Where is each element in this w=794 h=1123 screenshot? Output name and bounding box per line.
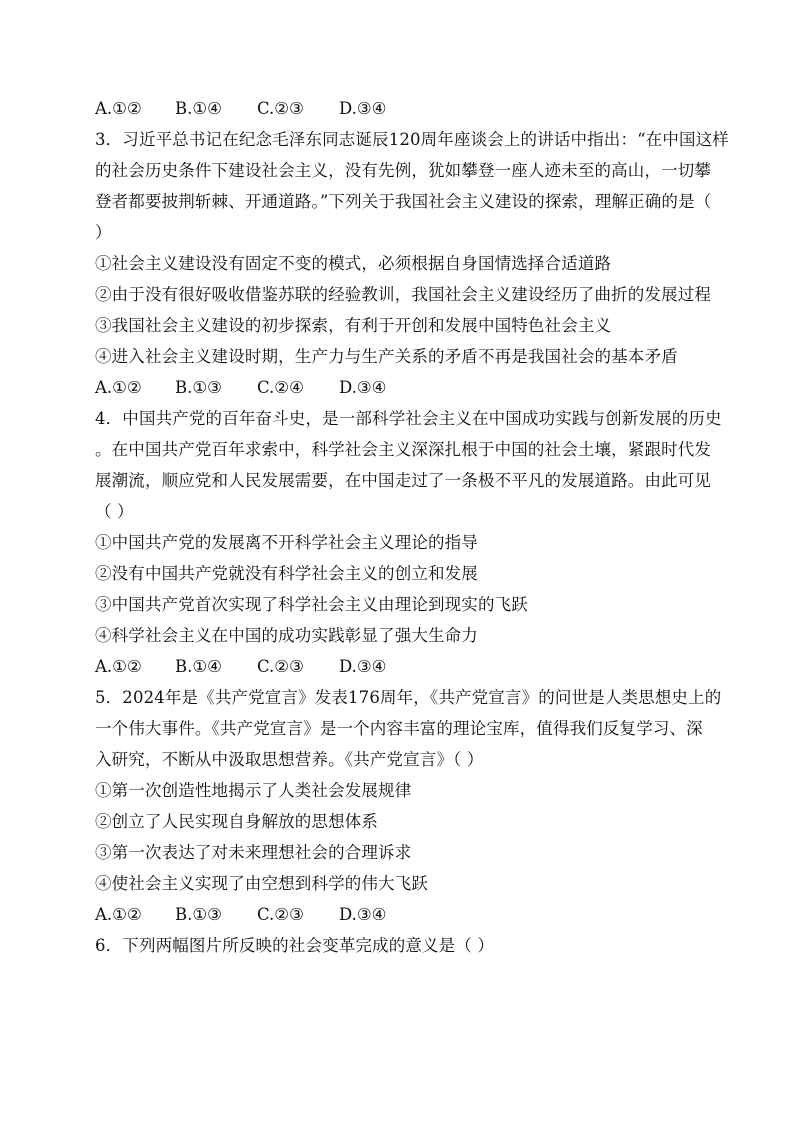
q4-option-c[interactable]: C.②③	[257, 657, 304, 676]
q2-option-d[interactable]: D.③④	[339, 99, 387, 118]
q2-option-a[interactable]: A.①②	[95, 99, 142, 118]
q5-options	[95, 899, 700, 930]
q3-item-1: ①社会主义建设没有固定不变的模式，必须根据自身国情选择合适道路	[95, 254, 612, 273]
q3-option-d[interactable]: D.③④	[339, 378, 387, 397]
q3-option-a[interactable]: A.①②	[95, 378, 142, 397]
q4-options	[95, 651, 700, 682]
q3-item-4: ④进入社会主义建设时期，生产力与生产关系的矛盾不再是我国社会的基本矛盾	[95, 347, 678, 366]
q5-option-a[interactable]: A.①②	[95, 905, 142, 924]
q5-stem-line-1: 5．2024年是《共产党宣言》发表176周年，《共产党宣言》的问世是人类思想史上的	[95, 688, 722, 707]
q6-stem-line-1: 6．下列两幅图片所反映的社会变革完成的意义是（ ）	[95, 936, 494, 955]
question-4	[95, 403, 722, 682]
q5-option-d[interactable]: D.③④	[339, 905, 387, 924]
q4-item-1: ①中国共产党的发展离不开科学社会主义理论的指导	[95, 533, 478, 552]
q2-option-b[interactable]: B.①④	[175, 99, 222, 118]
q5-stem-line-2: 一个伟大事件。《共产党宣言》是一个内容丰富的理论宝库，值得我们反复学习、深	[95, 719, 703, 738]
q3-options	[95, 372, 700, 403]
q4-stem-line-2: 。在中国共产党百年求索中，科学社会主义深深扎根于中国的社会土壤，紧跟时代发	[95, 440, 712, 459]
q4-item-4: ④科学社会主义在中国的成功实践彰显了强大生命力	[95, 626, 478, 645]
q4-option-b[interactable]: B.①④	[175, 657, 222, 676]
question-3	[95, 124, 729, 403]
q5-item-2: ②创立了人民实现自身解放的思想体系	[95, 812, 379, 831]
q4-stem-line-3: 展潮流，顺应党和人民发展需要，在中国走过了一条极不平凡的发展道路。由此可见	[95, 471, 712, 490]
q3-item-2: ②由于没有很好吸收借鉴苏联的经验教训，我国社会主义建设经历了曲折的发展过程	[95, 285, 712, 304]
q3-option-b[interactable]: B.①③	[175, 378, 222, 397]
q3-stem-line-1: 3．习近平总书记在纪念毛泽东同志诞辰120周年座谈会上的讲话中指出：“在中国这样	[95, 130, 729, 149]
q3-stem-line-3: 登者都要披荆斩棘、开通道路。”下列关于我国社会主义建设的探索，理解正确的是（	[95, 192, 712, 211]
question-5	[95, 682, 722, 930]
q3-stem-line-2: 的社会历史条件下建设社会主义，没有先例，犹如攀登一座人迹未至的高山，一切攀	[95, 161, 712, 180]
q5-item-4: ④使社会主义实现了由空想到科学的伟大飞跃	[95, 874, 428, 893]
q2-options	[95, 93, 700, 124]
q5-item-1: ①第一次创造性地揭示了人类社会发展规律	[95, 781, 412, 800]
q4-stem-line-4: （ ）	[95, 502, 134, 521]
q3-option-c[interactable]: C.②④	[257, 378, 304, 397]
q5-item-3: ③第一次表达了对未来理想社会的合理诉求	[95, 843, 412, 862]
q4-option-d[interactable]: D.③④	[339, 657, 387, 676]
q5-stem-line-3: 入研究，不断从中汲取思想营养。《共产党宣言》（ ）	[95, 750, 484, 769]
q4-item-3: ③中国共产党首次实现了科学社会主义由理论到现实的飞跃	[95, 595, 528, 614]
q5-option-c[interactable]: C.②③	[257, 905, 304, 924]
q4-stem-line-1: 4．中国共产党的百年奋斗史，是一部科学社会主义在中国成功实践与创新发展的历史	[95, 409, 722, 428]
exam-page	[95, 93, 729, 961]
q3-item-3: ③我国社会主义建设的初步探索，有利于开创和发展中国特色社会主义	[95, 316, 612, 335]
q4-option-a[interactable]: A.①②	[95, 657, 142, 676]
q2-option-c[interactable]: C.②③	[257, 99, 304, 118]
q3-stem-line-4: ）	[95, 223, 112, 242]
question-6	[95, 930, 700, 961]
q5-option-b[interactable]: B.①③	[175, 905, 222, 924]
q4-item-2: ②没有中国共产党就没有科学社会主义的创立和发展	[95, 564, 478, 583]
